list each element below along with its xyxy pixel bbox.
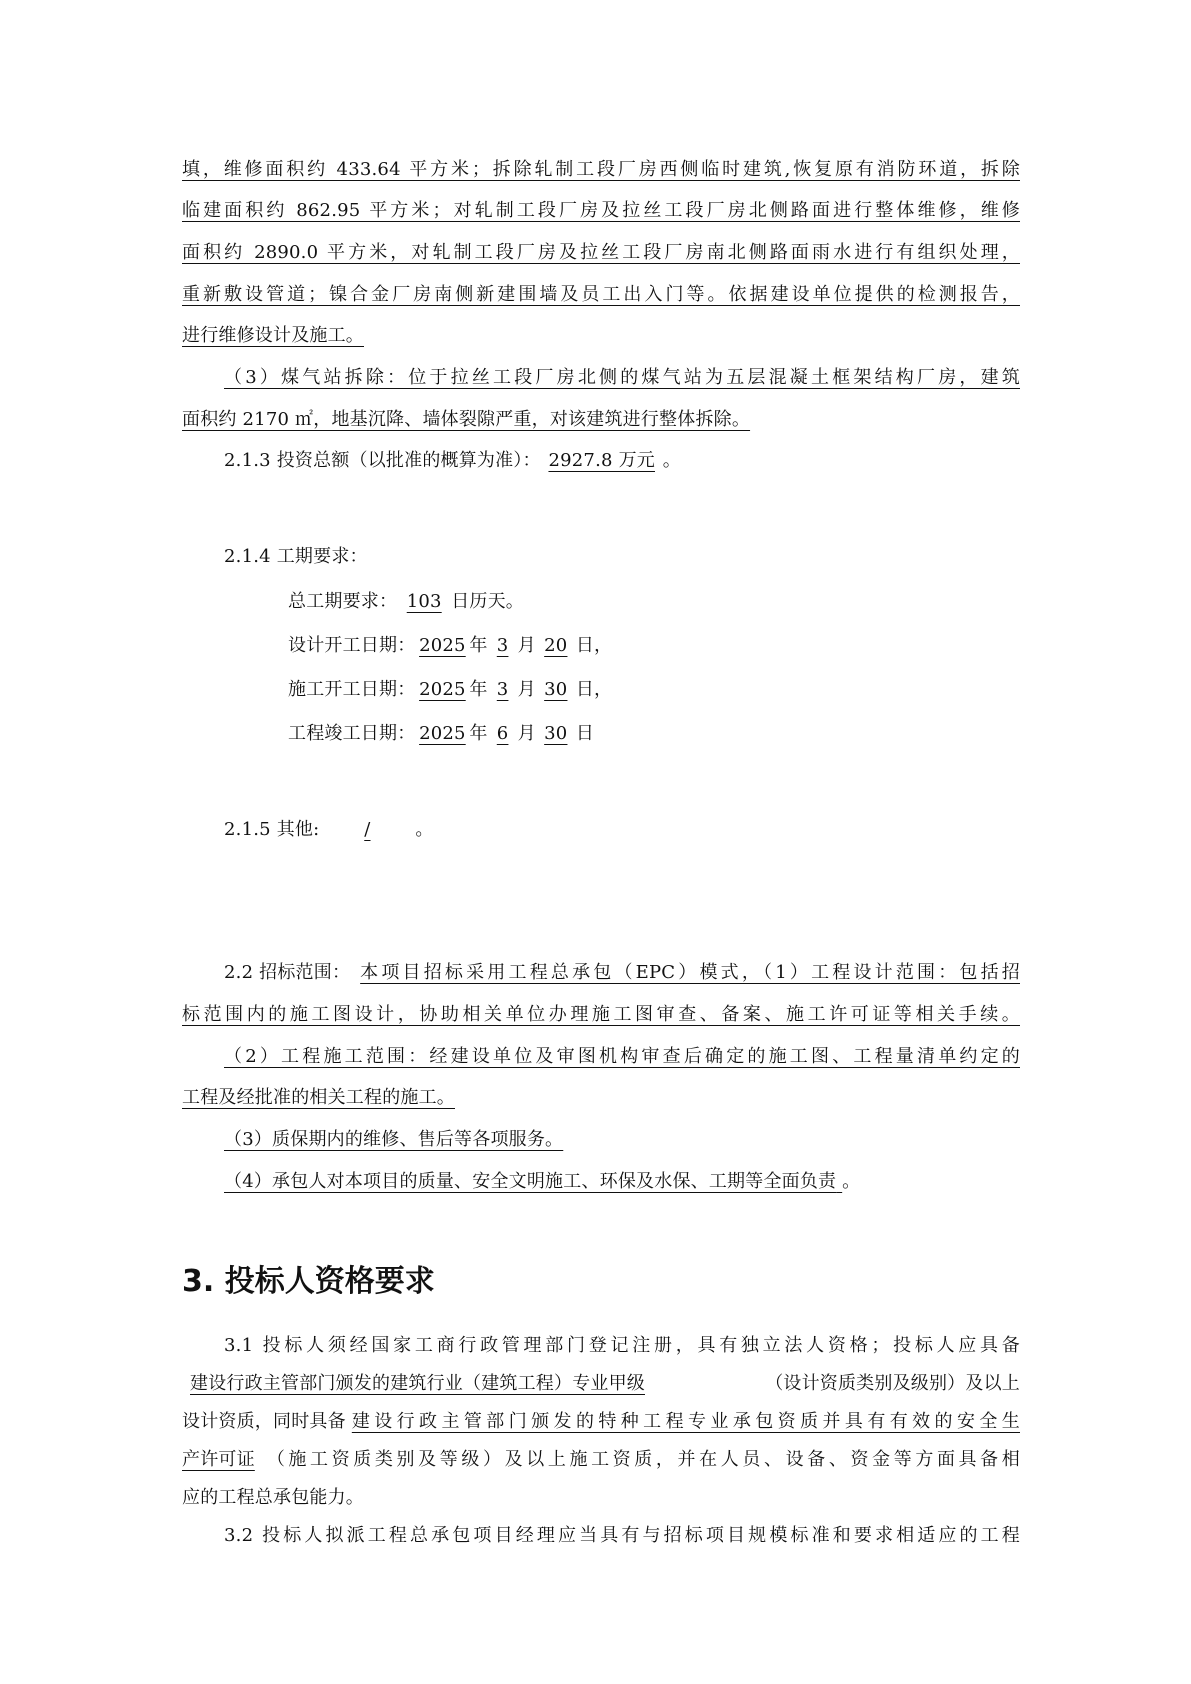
text-line: 重新敷设管道；镍合金厂房南侧新建围墙及员工出入门等。依据建设单位提供的检测报告，: [182, 284, 1020, 305]
other-value: /: [364, 819, 371, 840]
scope-label: 2.2 招标范围：: [224, 962, 351, 983]
total-duration-value: 103: [406, 591, 442, 612]
construction-start-label: 施工开工日期：: [288, 679, 416, 700]
unit-year: 年: [469, 723, 488, 744]
scope-line: [224, 961, 1020, 985]
investment-label: 2.1.3 投资总额（以批准的概算为准）：: [224, 450, 541, 471]
design-start-month: 3: [496, 635, 509, 656]
text-segment: 设计资质，同时具备: [182, 1411, 346, 1432]
construction-qualification: 建设行政主管部门颁发的特种工程专业承包资质并具有有效的安全生: [351, 1411, 1020, 1432]
text-line: （2）工程施工范围：经建设单位及审图机构审查后确定的施工图、工程量清单约定的: [224, 1046, 1020, 1067]
completion-day: 30: [544, 723, 568, 744]
section-heading: 3. 投标人资格要求: [182, 1264, 435, 1299]
completion-line: [288, 722, 594, 746]
text-segment: （施工资质类别及等级）及以上施工资质，并在人员、设备、资金等方面具备相: [266, 1449, 1020, 1470]
text-line: 面积约 2170 ㎡，地基沉降、墙体裂隙严重，对该建筑进行整体拆除。: [182, 409, 751, 430]
scope-responsibility: （4）承包人对本项目的质量、安全文明施工、环保及水保、工期等全面负责: [224, 1171, 837, 1192]
completion-label: 工程竣工日期：: [288, 723, 416, 744]
total-duration-suffix: 日历天。: [451, 591, 525, 612]
safety-permit: 产许可证: [182, 1449, 255, 1470]
construction-start-line: [288, 678, 612, 702]
design-start-year: 2025: [419, 635, 466, 656]
scope-end: 。: [842, 1171, 861, 1192]
text-line: 3.1 投标人须经国家工商行政管理部门登记注册，具有独立法人资格；投标人应具备: [224, 1335, 1020, 1356]
design-qualification: 建设行政主管部门颁发的建筑行业（建筑工程）专业甲级: [190, 1373, 645, 1394]
text-line: [182, 1410, 1020, 1434]
unit-year: 年: [469, 679, 488, 700]
scope-text: 本项目招标采用工程总承包（EPC）模式，（1）工程设计范围：包括招: [360, 962, 1020, 983]
investment-end: 。: [662, 450, 681, 471]
text-line: [182, 1448, 1020, 1472]
investment-value: 2927.8 万元: [548, 450, 655, 471]
unit-day: 日，: [575, 679, 613, 700]
unit-year: 年: [469, 635, 488, 656]
unit-month: 月: [517, 723, 536, 744]
schedule-title: 2.1.4 工期要求：: [224, 546, 368, 567]
text-line: [182, 1372, 1020, 1396]
unit-month: 月: [517, 679, 536, 700]
total-duration-label: 总工期要求：: [288, 591, 398, 612]
text-line: 3.2 投标人拟派工程总承包项目经理应当具有与招标项目规模标准和要求相适应的工程: [224, 1525, 1020, 1546]
total-duration-line: [288, 590, 524, 614]
other-line: [224, 818, 434, 842]
design-start-line: [288, 634, 612, 658]
completion-month: 6: [496, 723, 509, 744]
construction-start-year: 2025: [419, 679, 466, 700]
text-line: 临建面积约 862.95 平方米；对轧制工段厂房及拉丝工段厂房北侧路面进行整体维修，维修: [182, 200, 1020, 221]
text-line: 应的工程总承包能力。: [182, 1487, 364, 1508]
other-label: 2.1.5 其他:: [224, 819, 320, 840]
completion-year: 2025: [419, 723, 466, 744]
unit-month: 月: [517, 635, 536, 656]
text-segment: （设计资质类别及级别）及以上: [765, 1373, 1020, 1394]
text-line: 进行维修设计及施工。: [182, 325, 364, 346]
construction-start-month: 3: [496, 679, 509, 700]
other-end: 。: [415, 819, 434, 840]
text-line: 填，维修面积约 433.64 平方米；拆除轧制工段厂房西侧临时建筑,恢复原有消防环道，拆除: [182, 159, 1020, 180]
design-start-label: 设计开工日期：: [288, 635, 416, 656]
unit-day: 日，: [575, 635, 613, 656]
text-line: 工程及经批准的相关工程的施工。: [182, 1087, 455, 1108]
text-line: （3）质保期内的维修、售后等各项服务。: [224, 1129, 564, 1150]
unit-day: 日: [575, 723, 595, 744]
investment-line: [224, 449, 681, 473]
design-start-day: 20: [544, 635, 568, 656]
text-line: （3）煤气站拆除：位于拉丝工段厂房北侧的煤气站为五层混凝土框架结构厂房，建筑: [224, 367, 1020, 388]
text-line: [224, 1170, 860, 1194]
construction-start-day: 30: [544, 679, 568, 700]
text-line: 标范围内的施工图设计，协助相关单位办理施工图审查、备案、施工许可证等相关手续。: [182, 1004, 1020, 1025]
text-line: 面积约 2890.0 平方米，对轧制工段厂房及拉丝工段厂房南北侧路面雨水进行有组织处理，: [182, 242, 1020, 263]
